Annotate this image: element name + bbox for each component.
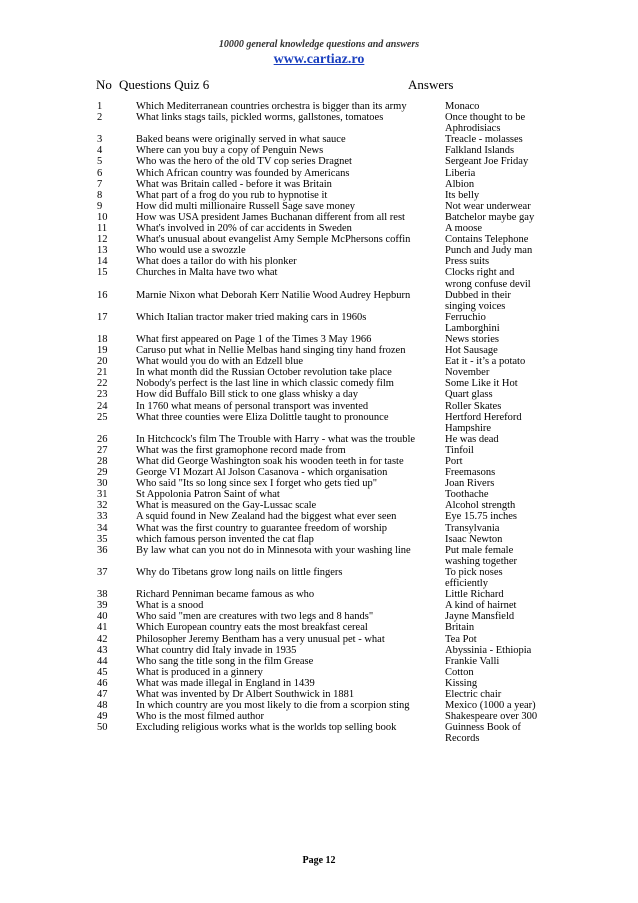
row-number: 33 xyxy=(97,511,108,523)
answer-text: Clocks right and xyxy=(445,267,515,279)
row-number: 27 xyxy=(97,444,108,456)
question-text: What country did Italy invade in 1935 xyxy=(136,644,297,656)
question-text: Churches in Malta have two what xyxy=(136,267,278,279)
answer-cell xyxy=(445,456,555,467)
answer-text: Batchelor maybe gay xyxy=(445,211,535,223)
answer-text: Punch and Judy man xyxy=(445,245,533,257)
answer-cell xyxy=(445,212,555,223)
answer-cell xyxy=(445,478,555,489)
row-number: 38 xyxy=(97,589,108,601)
answer-text: washing together xyxy=(445,555,518,567)
answer-cell xyxy=(445,245,555,256)
question-text: How did Buffalo Bill stick to one glass whisky a day xyxy=(136,389,359,401)
column-header-answers: Answers xyxy=(408,77,454,92)
question-text: What was Britain called - before it was Britain xyxy=(136,178,332,190)
table-row xyxy=(0,234,638,245)
answer-text: Kissing xyxy=(445,677,478,689)
answer-text: Toothache xyxy=(445,489,489,501)
table-row xyxy=(0,312,638,334)
table-row xyxy=(0,356,638,367)
answer-text: Hampshire xyxy=(445,422,492,434)
table-row xyxy=(0,545,638,567)
table-row xyxy=(0,467,638,478)
row-number: 32 xyxy=(97,500,108,512)
row-number: 16 xyxy=(97,289,108,301)
row-number: 40 xyxy=(97,611,108,623)
answer-cell xyxy=(445,223,555,234)
answer-cell xyxy=(445,511,555,522)
row-number: 29 xyxy=(97,467,108,479)
question-text: Marnie Nixon what Deborah Kerr Natilie Wood Audrey Hepburn xyxy=(136,289,411,301)
row-number: 4 xyxy=(97,145,103,157)
answer-text: Treacle - molasses xyxy=(445,134,523,146)
answer-text: Ferruchio xyxy=(445,311,486,323)
question-text: Who was the hero of the old TV cop series Dragnet xyxy=(136,156,352,168)
row-number: 28 xyxy=(97,456,108,467)
table-row xyxy=(0,389,638,400)
row-number: 18 xyxy=(97,333,108,345)
answer-text: Eye 15.75 inches xyxy=(445,511,518,523)
answer-cell xyxy=(445,145,555,156)
row-number: 48 xyxy=(97,700,108,712)
table-row xyxy=(0,656,638,667)
question-text: Why do Tibetans grow long nails on little fingers xyxy=(136,566,343,578)
question-text: What was invented by Dr Albert Southwick in 1881 xyxy=(136,688,355,700)
answer-text: Electric chair xyxy=(445,688,502,700)
question-text: Which European country eats the most breakfast cereal xyxy=(136,622,368,634)
row-number: 10 xyxy=(97,211,108,223)
question-text: What was the first country to guarantee freedom of worship xyxy=(136,522,388,534)
table-row xyxy=(0,645,638,656)
answer-cell xyxy=(445,589,555,600)
answer-cell xyxy=(445,156,555,167)
table-row xyxy=(0,667,638,678)
question-text: In what month did the Russian October revolution take place xyxy=(136,367,392,379)
row-number: 15 xyxy=(97,267,108,279)
answer-cell xyxy=(445,600,555,611)
answer-cell xyxy=(445,545,555,567)
table-row xyxy=(0,212,638,223)
answer-text: Roller Skates xyxy=(445,400,502,412)
answer-text: Hot Sausage xyxy=(445,345,498,357)
question-text: How did multi millionaire Russell Sage save money xyxy=(136,200,356,212)
answer-cell xyxy=(445,312,555,334)
answer-text: singing voices xyxy=(445,300,506,312)
answer-cell xyxy=(445,656,555,667)
answer-cell xyxy=(445,112,555,134)
row-number: 21 xyxy=(97,367,108,379)
answer-text: News stories xyxy=(445,333,499,345)
row-number: 7 xyxy=(97,178,103,190)
question-text: What would you do with an Edzell blue xyxy=(136,356,304,368)
answer-text: Dubbed in their xyxy=(445,289,511,301)
answer-cell xyxy=(445,345,555,356)
row-number: 31 xyxy=(97,489,108,501)
answer-cell xyxy=(445,179,555,190)
row-number: 37 xyxy=(97,566,108,578)
qa-table xyxy=(0,101,638,744)
question-text: A squid found in New Zealand had the biggest what ever seen xyxy=(136,511,397,523)
question-text: Who said "men are creatures with two legs and 8 hands" xyxy=(136,611,374,623)
table-row xyxy=(0,245,638,256)
row-number: 30 xyxy=(97,478,108,490)
table-row xyxy=(0,722,638,744)
table-row xyxy=(0,223,638,234)
table-row xyxy=(0,711,638,722)
question-text: Who is the most filmed author xyxy=(136,711,265,723)
answer-text: Britain xyxy=(445,622,475,634)
answer-text: Mexico (1000 a year) xyxy=(445,700,536,712)
answer-cell xyxy=(445,389,555,400)
question-text: What's involved in 20% of car accidents in Sweden xyxy=(136,223,352,235)
answer-text: Contains Telephone xyxy=(445,234,529,246)
answer-text: Port xyxy=(445,456,463,467)
row-number: 34 xyxy=(97,522,108,534)
answer-cell xyxy=(445,434,555,445)
table-row xyxy=(0,267,638,289)
table-row xyxy=(0,334,638,345)
answer-text: Aphrodisiacs xyxy=(445,123,501,135)
answer-cell xyxy=(445,711,555,722)
table-row xyxy=(0,345,638,356)
table-row xyxy=(0,523,638,534)
table-row xyxy=(0,445,638,456)
question-text: In 1760 what means of personal transport was invented xyxy=(136,400,369,412)
question-text: What was the first gramophone record made from xyxy=(136,444,346,456)
answer-cell xyxy=(445,334,555,345)
row-number: 49 xyxy=(97,711,108,723)
question-text: What is a snood xyxy=(136,600,204,612)
answer-cell xyxy=(445,645,555,656)
answer-text: efficiently xyxy=(445,578,488,590)
answer-cell xyxy=(445,523,555,534)
answer-text: Quart glass xyxy=(445,389,493,401)
question-text: What links stags tails, pickled worms, gallstones, tomatoes xyxy=(136,112,384,124)
question-text: Nobody's perfect is the last line in which classic comedy film xyxy=(136,378,394,390)
answer-text: Put male female xyxy=(445,544,514,556)
table-row xyxy=(0,434,638,445)
question-text: Caruso put what in Nellie Melbas hand singing tiny hand frozen xyxy=(136,345,406,357)
answer-cell xyxy=(445,367,555,378)
column-header-no: No xyxy=(96,77,112,92)
question-text: Who sang the title song in the film Grease xyxy=(136,655,314,667)
answer-cell xyxy=(445,134,555,145)
answer-cell xyxy=(445,256,555,267)
answer-text: Cotton xyxy=(445,666,474,678)
row-number: 1 xyxy=(97,101,103,112)
row-number: 3 xyxy=(97,134,103,146)
answer-text: Shakespeare over 300 xyxy=(445,711,538,723)
answer-text: Tea Pot xyxy=(445,633,477,645)
question-text: What does a tailor do with his plonker xyxy=(136,256,297,268)
header-url-link[interactable]: www.cartiaz.ro xyxy=(273,52,365,67)
answer-text: November xyxy=(445,367,490,379)
question-text: George VI Mozart Al Jolson Casanova - which organisation xyxy=(136,467,388,479)
answer-text: Frankie Valli xyxy=(445,655,500,667)
answer-text: Monaco xyxy=(445,101,480,112)
answer-text: A kind of hairnet xyxy=(445,600,517,612)
answer-text: Some Like it Hot xyxy=(445,378,518,390)
row-number: 6 xyxy=(97,167,103,179)
answer-text: Tinfoil xyxy=(445,444,474,456)
answer-text: Once thought to be xyxy=(445,112,526,124)
table-row xyxy=(0,511,638,522)
answer-cell xyxy=(445,467,555,478)
answer-text: Hertford Hereford xyxy=(445,411,522,423)
question-text: What did George Washington soak his wooden teeth in for taste xyxy=(136,456,404,467)
question-text: By law what can you not do in Minnesota with your washing line xyxy=(136,544,411,556)
table-row xyxy=(0,256,638,267)
answer-text: Eat it - it’s a potato xyxy=(445,356,526,368)
question-text: Philosopher Jeremy Bentham has a very unusual pet - what xyxy=(136,633,385,645)
answer-text: Joan Rivers xyxy=(445,478,495,490)
table-row xyxy=(0,201,638,212)
table-row xyxy=(0,156,638,167)
row-number: 41 xyxy=(97,622,108,634)
answer-cell xyxy=(445,378,555,389)
row-number: 8 xyxy=(97,189,103,201)
answer-text: Its belly xyxy=(445,189,480,201)
question-text: Which African country was founded by Americans xyxy=(136,167,350,179)
answer-cell xyxy=(445,622,555,633)
answer-text: To pick noses xyxy=(445,566,503,578)
question-text: Richard Penniman became famous as who xyxy=(136,589,315,601)
row-number: 14 xyxy=(97,256,108,268)
table-row xyxy=(0,700,638,711)
table-row xyxy=(0,145,638,156)
table-row xyxy=(0,567,638,589)
answer-cell xyxy=(445,500,555,511)
row-number: 22 xyxy=(97,378,108,390)
question-text: Which Mediterranean countries orchestra is bigger than its army xyxy=(136,101,407,112)
row-number: 11 xyxy=(97,223,108,235)
answer-cell xyxy=(445,201,555,212)
question-text: Which Italian tractor maker tried making cars in 1960s xyxy=(136,311,367,323)
table-row xyxy=(0,611,638,622)
answer-cell xyxy=(445,267,555,289)
answer-cell xyxy=(445,689,555,700)
table-row xyxy=(0,456,638,467)
answer-text: Freemasons xyxy=(445,467,496,479)
table-row xyxy=(0,622,638,633)
page-number: Page 12 xyxy=(302,855,336,866)
question-text: What is measured on the Gay-Lussac scale xyxy=(136,500,317,512)
question-text: In which country are you most likely to die from a scorpion sting xyxy=(136,700,410,712)
question-text: What three counties were Eliza Dolittle taught to pronounce xyxy=(136,411,389,423)
answer-text: Falkland Islands xyxy=(445,145,515,157)
answer-text: Lamborghini xyxy=(445,322,500,334)
question-text: which famous person invented the cat flap xyxy=(136,533,314,545)
table-row xyxy=(0,478,638,489)
row-number: 25 xyxy=(97,411,108,423)
row-number: 46 xyxy=(97,677,108,689)
table-row xyxy=(0,190,638,201)
answer-text: He was dead xyxy=(445,433,499,445)
answer-cell xyxy=(445,401,555,412)
row-number: 43 xyxy=(97,644,108,656)
answer-cell xyxy=(445,634,555,645)
table-row xyxy=(0,634,638,645)
answer-cell xyxy=(445,412,555,434)
answer-text: Guinness Book of xyxy=(445,722,521,734)
question-text: How was USA president James Buchanan different from all rest xyxy=(136,211,405,223)
table-row xyxy=(0,401,638,412)
table-row xyxy=(0,534,638,545)
row-number: 50 xyxy=(97,722,108,734)
answer-cell xyxy=(445,700,555,711)
answer-cell xyxy=(445,722,555,744)
row-number: 20 xyxy=(97,356,108,368)
row-number: 24 xyxy=(97,400,108,412)
answer-text: Jayne Mansfield xyxy=(445,611,515,623)
question-text: Who said "Its so long since sex I forget who gets tied up" xyxy=(136,478,378,490)
table-row xyxy=(0,134,638,145)
table-row xyxy=(0,112,638,134)
question-text: Who would use a swozzle xyxy=(136,245,246,257)
row-number: 36 xyxy=(97,544,108,556)
table-row xyxy=(0,367,638,378)
table-row xyxy=(0,101,638,112)
answer-cell xyxy=(445,356,555,367)
table-row xyxy=(0,290,638,312)
header-subtitle: 10000 general knowledge questions and answers xyxy=(218,39,420,50)
answer-cell xyxy=(445,611,555,622)
row-number: 35 xyxy=(97,533,108,545)
table-row xyxy=(0,378,638,389)
answer-text: wrong confuse devil xyxy=(445,278,531,290)
answer-cell xyxy=(445,234,555,245)
row-number: 39 xyxy=(97,600,108,612)
question-text: St Appolonia Patron Saint of what xyxy=(136,489,280,501)
row-number: 5 xyxy=(97,156,103,168)
row-number: 13 xyxy=(97,245,108,257)
answer-text: Abyssinia - Ethiopia xyxy=(445,644,532,656)
answer-cell xyxy=(445,567,555,589)
row-number: 47 xyxy=(97,688,108,700)
table-row xyxy=(0,500,638,511)
row-number: 23 xyxy=(97,389,108,401)
answer-text: Alcohol strength xyxy=(445,500,516,512)
answer-text: Isaac Newton xyxy=(445,533,503,545)
row-number: 42 xyxy=(97,633,108,645)
table-row xyxy=(0,689,638,700)
table-row xyxy=(0,489,638,500)
question-text: What's unusual about evangelist Amy Semple McPhersons coffin xyxy=(136,234,411,246)
answer-text: Records xyxy=(445,733,480,745)
answer-cell xyxy=(445,678,555,689)
answer-text: A moose xyxy=(445,223,483,235)
table-row xyxy=(0,179,638,190)
question-text: Baked beans were originally served in what sauce xyxy=(136,134,346,146)
question-text: Excluding religious works what is the worlds top selling book xyxy=(136,722,397,734)
answer-cell xyxy=(445,190,555,201)
answer-cell xyxy=(445,667,555,678)
row-number: 2 xyxy=(97,112,103,124)
answer-text: Not wear underwear xyxy=(445,200,531,212)
question-text: Where can you buy a copy of Penguin News xyxy=(136,145,324,157)
answer-text: Transylvania xyxy=(445,522,500,534)
row-number: 17 xyxy=(97,311,108,323)
question-text: What part of a frog do you rub to hypnotise it xyxy=(136,189,328,201)
question-text: What first appeared on Page 1 of the Times 3 May 1966 xyxy=(136,333,372,345)
row-number: 45 xyxy=(97,666,108,678)
answer-text: Sergeant Joe Friday xyxy=(445,156,529,168)
row-number: 44 xyxy=(97,655,108,667)
table-row xyxy=(0,678,638,689)
table-row xyxy=(0,168,638,179)
answer-text: Albion xyxy=(445,178,475,190)
answer-cell xyxy=(445,445,555,456)
column-header-questions: Questions Quiz 6 xyxy=(119,77,210,92)
answer-cell xyxy=(445,489,555,500)
answer-cell xyxy=(445,290,555,312)
table-row xyxy=(0,589,638,600)
answer-text: Little Richard xyxy=(445,589,504,601)
answer-text: Liberia xyxy=(445,167,476,179)
question-text: In Hitchcock's film The Trouble with Harry - what was the trouble xyxy=(136,433,416,445)
answer-text: Press suits xyxy=(445,256,490,268)
answer-cell xyxy=(445,534,555,545)
row-number: 26 xyxy=(97,433,108,445)
row-number: 9 xyxy=(97,200,103,212)
question-text: What is produced in a ginnery xyxy=(136,666,263,678)
question-text: What was made illegal in England in 1439 xyxy=(136,677,315,689)
answer-cell xyxy=(445,168,555,179)
answer-cell xyxy=(445,101,555,112)
table-row xyxy=(0,600,638,611)
table-row xyxy=(0,412,638,434)
row-number: 19 xyxy=(97,345,108,357)
row-number: 12 xyxy=(97,234,108,246)
